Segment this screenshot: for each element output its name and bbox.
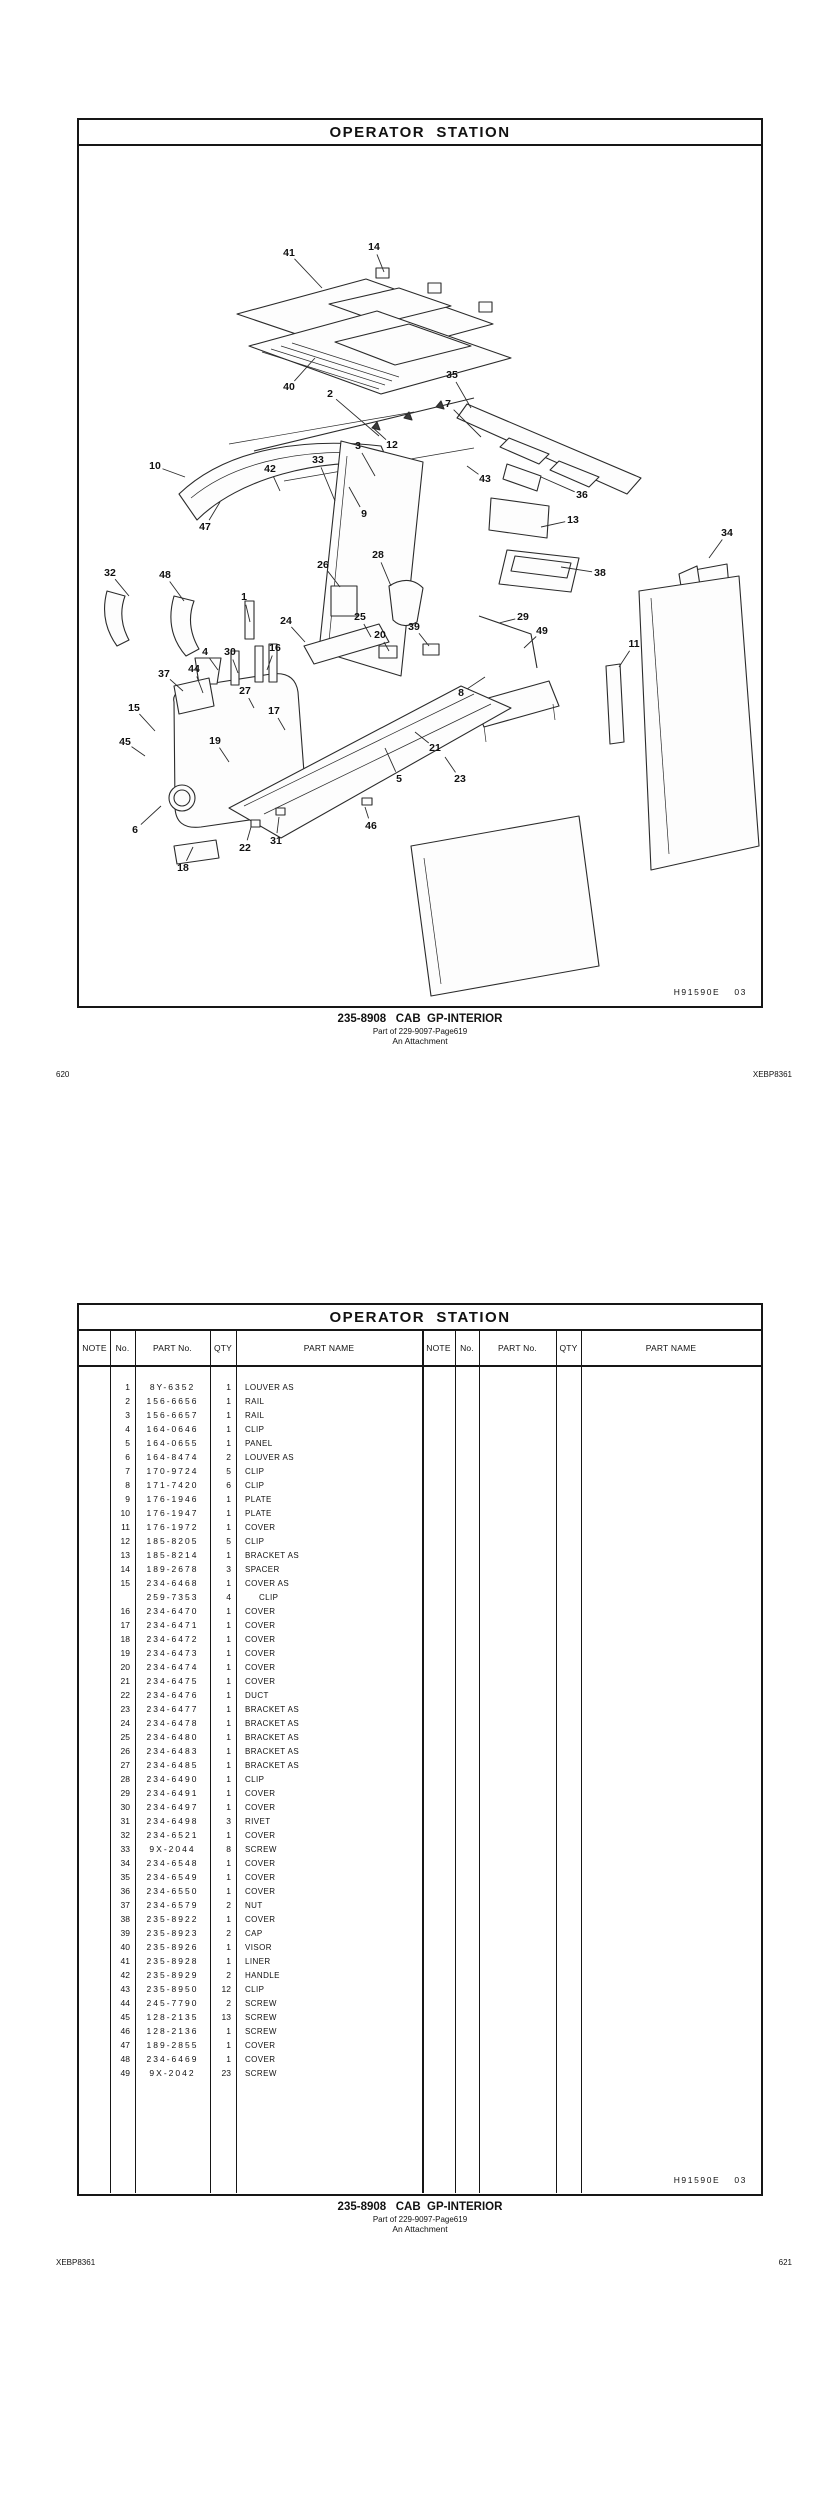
callout-number: 41 — [283, 247, 295, 259]
table-row: 15 234-6468 1 COVER AS — [120, 1578, 290, 1589]
table-row: 24 234-6478 1 BRACKET AS — [120, 1718, 300, 1729]
table-row: 48 234-6469 1 COVER — [120, 2054, 276, 2065]
table-row: 259-7353 4 CLIP — [146, 1592, 279, 1603]
exploded-view-diagram — [79, 146, 761, 1004]
callout-number: 23 — [454, 773, 466, 785]
callout-number: 38 — [594, 567, 606, 579]
table-row: 41 235-8928 1 LINER — [120, 1956, 271, 1967]
plate-revision: 03 — [734, 987, 747, 997]
callout-number: 16 — [269, 642, 281, 654]
plate-revision-2: 03 — [734, 2175, 747, 2186]
column-divider — [135, 1331, 136, 2193]
column-divider-middle — [422, 1331, 424, 2193]
callout-number: 4 — [202, 646, 208, 658]
table-row: 36 234-6550 1 COVER — [120, 1886, 276, 1897]
parent-reference: Part of 229-9097-Page619 — [372, 1026, 468, 1036]
col-header-no-2: No. — [460, 1343, 474, 1354]
col-header-part-name: PART NAME — [303, 1343, 355, 1354]
callout-number: 30 — [224, 646, 236, 658]
table-row: 31 234-6498 3 RIVET — [120, 1816, 271, 1827]
col-header-part-no: PART No. — [153, 1343, 192, 1354]
page-number-2: 621 — [778, 2258, 792, 2268]
column-divider — [455, 1331, 456, 2193]
table-row: 2 156-6656 1 RAIL — [125, 1396, 265, 1407]
publication-code: XEBP8361 — [752, 1070, 792, 1080]
table-row: 33 9X-2044 8 SCREW — [120, 1844, 277, 1855]
callout-number: 44 — [188, 663, 200, 675]
parts-table-rows — [79, 1367, 761, 2193]
table-row: 40 235-8926 1 VISOR — [120, 1942, 272, 1953]
table-row: 38 235-8922 1 COVER — [120, 1914, 276, 1925]
column-divider — [556, 1331, 557, 2193]
table-row: 16 234-6470 1 COVER — [120, 1606, 276, 1617]
callout-number: 15 — [128, 702, 140, 714]
page2-title-band — [79, 1305, 761, 1331]
callout-number: 48 — [159, 569, 171, 581]
table-row: 39 235-8923 2 CAP — [120, 1928, 263, 1939]
table-row: 12 185-8205 5 CLIP — [120, 1536, 265, 1547]
column-divider — [581, 1331, 582, 2193]
table-row: 1 8Y-6352 1 LOUVER AS — [125, 1382, 294, 1393]
column-divider — [236, 1331, 237, 2193]
assembly-title: 235-8908 CAB GP-INTERIOR — [337, 1013, 503, 1025]
callout-number: 28 — [372, 549, 384, 561]
callout-number: 29 — [517, 611, 529, 623]
plate-id — [674, 987, 747, 997]
page1-title: OPERATOR STATION — [329, 123, 511, 141]
table-row: 9 176-1946 1 PLATE — [125, 1494, 272, 1505]
callout-number: 43 — [479, 473, 491, 485]
callout-number: 7 — [445, 398, 451, 410]
col-header-part-no-2: PART No. — [498, 1343, 537, 1354]
exploded-parts-drawing — [105, 268, 759, 996]
table-row: 20 234-6474 1 COVER — [120, 1662, 276, 1673]
callout-number: 26 — [317, 559, 329, 571]
col-header-qty: QTY — [213, 1343, 233, 1354]
table-row: 37 234-6579 2 NUT — [120, 1900, 263, 1911]
table-row: 22 234-6476 1 DUCT — [120, 1690, 269, 1701]
col-header-no: No. — [115, 1343, 130, 1354]
table-row: 35 234-6549 1 COVER — [120, 1872, 276, 1883]
page1-caption — [0, 1013, 840, 1046]
table-row: 18 234-6472 1 COVER — [120, 1634, 276, 1645]
publication-code-2: XEBP8361 — [56, 2258, 96, 2268]
callout-number: 19 — [209, 735, 221, 747]
callout-number: 20 — [374, 629, 386, 641]
table-row: 17 234-6471 1 COVER — [120, 1620, 276, 1631]
table-row: 47 189-2855 1 COVER — [120, 2040, 276, 2051]
callout-number: 37 — [158, 668, 170, 680]
page2-title: OPERATOR STATION — [329, 1308, 511, 1326]
callout-number: 36 — [576, 489, 588, 501]
table-row: 6 164-8474 2 LOUVER AS — [125, 1452, 294, 1463]
table-row: 10 176-1947 1 PLATE — [120, 1508, 272, 1519]
page1-footer — [56, 1070, 792, 1079]
callout-number: 8 — [458, 687, 464, 699]
callout-number: 33 — [312, 454, 324, 466]
col-header-qty-2: QTY — [559, 1343, 578, 1354]
table-row: 7 170-9724 5 CLIP — [125, 1466, 265, 1477]
callout-number: 39 — [408, 621, 420, 633]
callout-number: 24 — [280, 615, 292, 627]
callout-number: 11 — [628, 638, 640, 650]
callout-number: 32 — [104, 567, 116, 579]
page2-footer — [56, 2258, 792, 2267]
table-row: 42 235-8929 2 HANDLE — [120, 1970, 280, 1981]
page-620-sheet — [77, 118, 763, 1008]
table-row: 44 245-7790 2 SCREW — [120, 1998, 277, 2009]
table-row: 14 189-2678 3 SPACER — [120, 1564, 280, 1575]
table-row: 4 164-0646 1 CLIP — [125, 1424, 265, 1435]
callout-number: 22 — [239, 842, 251, 854]
callout-number: 18 — [177, 862, 189, 874]
plate-code-2: H91590E — [673, 2175, 721, 2186]
col-header-note-2: NOTE — [426, 1343, 451, 1354]
table-row: 45 128-2135 13 SCREW — [120, 2012, 277, 2023]
table-row: 30 234-6497 1 COVER — [120, 1802, 276, 1813]
callout-number: 34 — [721, 527, 733, 539]
cab-interior-exploded-drawing — [79, 146, 761, 1004]
callout-number: 40 — [283, 381, 295, 393]
table-row: 21 234-6475 1 COVER — [120, 1676, 276, 1687]
parts-table — [79, 1331, 761, 2193]
table-row: 34 234-6548 1 COVER — [120, 1858, 276, 1869]
column-divider — [110, 1331, 111, 2193]
col-header-part-name-2: PART NAME — [645, 1343, 697, 1354]
callout-number: 12 — [386, 439, 398, 451]
parent-reference-2: Part of 229-9097-Page619 — [372, 2214, 468, 2224]
plate-id-2 — [674, 2175, 747, 2185]
column-divider — [479, 1331, 480, 2193]
callout-number: 27 — [239, 685, 251, 697]
table-row: 43 235-8950 12 CLIP — [120, 1984, 265, 1995]
callout-number: 2 — [327, 388, 333, 400]
callout-number: 10 — [149, 460, 161, 472]
callout-number: 49 — [536, 625, 548, 637]
table-row: 19 234-6473 1 COVER — [120, 1648, 276, 1659]
table-row: 5 164-0655 1 PANEL — [125, 1438, 273, 1449]
callout-number: 25 — [354, 611, 366, 623]
callout-number: 45 — [119, 736, 131, 748]
assembly-title-2: 235-8908 CAB GP-INTERIOR — [337, 2201, 503, 2214]
table-row: 13 185-8214 1 BRACKET AS — [120, 1550, 300, 1561]
callout-number: 13 — [567, 514, 579, 526]
callout-number: 1 — [241, 591, 247, 603]
table-row: 46 128-2136 1 SCREW — [120, 2026, 277, 2037]
table-row: 49 9X-2042 23 SCREW — [120, 2068, 277, 2079]
attachment-note-2: An Attachment — [392, 2224, 448, 2235]
page2-caption — [0, 2201, 840, 2234]
page1-title-band — [79, 120, 761, 146]
callout-number: 5 — [396, 773, 402, 785]
table-row: 26 234-6483 1 BRACKET AS — [120, 1746, 300, 1757]
plate-code: H91590E — [673, 987, 721, 997]
table-row: 23 234-6477 1 BRACKET AS — [120, 1704, 300, 1715]
callout-number: 46 — [365, 820, 377, 832]
page-621-sheet — [77, 1303, 763, 2196]
callout-number: 17 — [268, 705, 280, 717]
callout-number: 47 — [199, 521, 211, 533]
page-number: 620 — [56, 1070, 70, 1080]
table-row: 25 234-6480 1 BRACKET AS — [120, 1732, 300, 1743]
callout-number: 3 — [355, 440, 361, 452]
table-row: 32 234-6521 1 COVER — [120, 1830, 276, 1841]
callout-number: 6 — [132, 824, 138, 836]
column-divider — [210, 1331, 211, 2193]
callout-number: 14 — [368, 241, 380, 253]
attachment-note: An Attachment — [392, 1036, 448, 1046]
col-header-note: NOTE — [82, 1343, 107, 1354]
table-row: 28 234-6490 1 CLIP — [120, 1774, 265, 1785]
callout-number: 42 — [264, 463, 276, 475]
table-row: 8 171-7420 6 CLIP — [125, 1480, 265, 1491]
callout-number: 31 — [270, 835, 282, 847]
table-row: 29 234-6491 1 COVER — [120, 1788, 276, 1799]
table-row: 11 176-1972 1 COVER — [121, 1522, 276, 1533]
parts-table-header — [79, 1331, 761, 1367]
table-row: 3 156-6657 1 RAIL — [125, 1410, 265, 1421]
table-row: 27 234-6485 1 BRACKET AS — [120, 1760, 300, 1771]
callout-number: 35 — [446, 369, 458, 381]
callout-number: 21 — [429, 742, 441, 754]
callout-number: 9 — [361, 508, 367, 520]
